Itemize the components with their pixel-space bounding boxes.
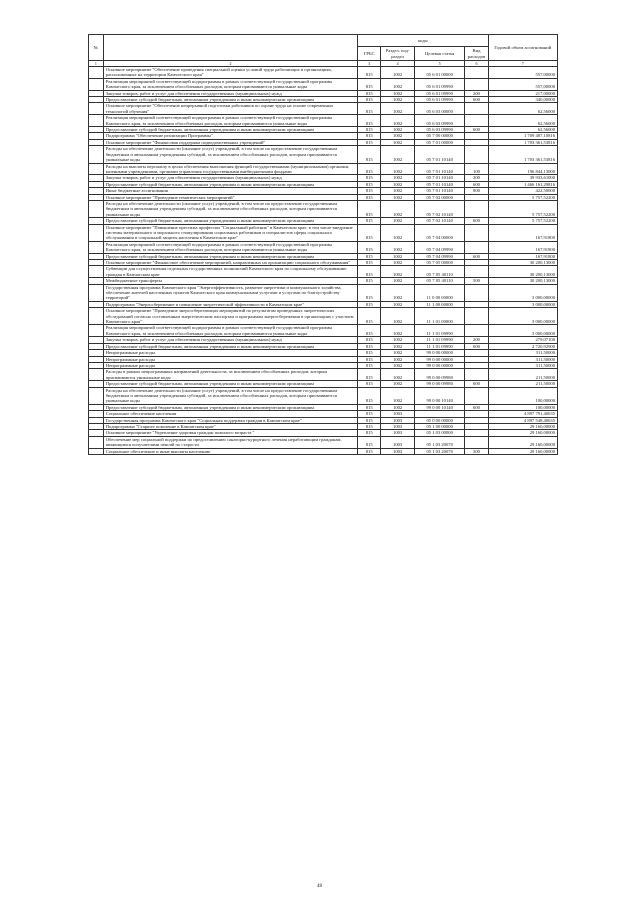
cell-grbs: 815: [358, 301, 381, 307]
cell-num: [89, 241, 104, 253]
cell-rzpr: 1002: [381, 194, 415, 200]
header-name: [103, 35, 357, 61]
cell-vr: [465, 436, 488, 448]
cell-vr: [465, 146, 488, 163]
cell-grbs: 815: [358, 266, 381, 278]
cell-name: Реализация мероприятий соответствующей подпрограммы в рамках соответствующей государственной программы Камчатского края, за исключением обособленных расходов, которым присваиваются уникальные коды: [103, 325, 357, 337]
cell-vr: 200: [465, 337, 488, 343]
budget-table: [88, 34, 558, 455]
cell-sum: 4 897 791,40635: [488, 411, 557, 417]
cell-vr: [465, 224, 488, 241]
cell-rzpr: 1002: [381, 146, 415, 163]
cell-grbs: 815: [358, 381, 381, 387]
cell-name: Межбюджетные трансферты: [103, 278, 357, 284]
cell-rzpr: 1002: [381, 78, 415, 90]
cell-name: Расходы на обеспечение деятельности (оказание услуг) учреждений, в том числе на предоставление государственным бюджетным и автономным учреждениям субсидий, за исключением обособленных расходов, которым присваиваются уникальные коды: [103, 146, 357, 163]
cell-rzpr: 1002: [381, 133, 415, 139]
cell-sum: 557,00000: [488, 67, 557, 79]
cell-grbs: 815: [358, 139, 381, 145]
cell-csr: 11 1 01 09990: [414, 337, 464, 343]
cell-sum: 217,00000: [488, 90, 557, 96]
cell-csr: 05 6 01 00000: [414, 67, 464, 79]
cell-rzpr: 1002: [381, 325, 415, 337]
cell-csr: 05 7 02 10140: [414, 200, 464, 217]
cell-name: Социальное обеспечение и иные выплаты населению: [103, 448, 357, 454]
cell-vr: [465, 369, 488, 381]
cell-rzpr: 1002: [381, 301, 415, 307]
cell-name: Государственная программа Камчатского края "Социальная поддержка граждан в Камчатском крае": [103, 417, 357, 423]
table-row: [89, 103, 558, 115]
cell-rzpr: 1002: [381, 404, 415, 410]
cell-csr: 05 0 00 00000: [414, 417, 464, 423]
cell-rzpr: 1002: [381, 115, 415, 127]
cell-rzpr: 1002: [381, 163, 415, 175]
cell-sum: 29 160,00000: [488, 448, 557, 454]
cell-name: Подпрограмма "Старшее поколение в Камчатском крае": [103, 423, 357, 429]
cell-grbs: 815: [358, 436, 381, 448]
cell-rzpr: 1003: [381, 423, 415, 429]
header-vr: Вид расходов: [465, 47, 488, 61]
cell-grbs: 815: [358, 387, 381, 404]
cell-name: Реализация мероприятий соответствующей подпрограммы в рамках соответствующей государственной программы Камчатского края, за исключением обособленных расходов, которым присваиваются уникальные коды: [103, 115, 357, 127]
cell-name: Предоставление субсидий бюджетным, автономным учреждениям и иным некоммерческим организациям: [103, 381, 357, 387]
cell-num: [89, 224, 104, 241]
cell-csr: 05 1 03 20070: [414, 448, 464, 454]
cell-csr: 11 0 00 00000: [414, 284, 464, 301]
cell-name: Реализация мероприятий соответствующей подпрограммы в рамках соответствующей государственной программы Камчатского края, за исключением обособленных расходов, которым присваиваются уникальные коды: [103, 78, 357, 90]
cell-grbs: 815: [358, 163, 381, 175]
table-row: [89, 387, 558, 404]
cell-sum: 30 200,13000: [488, 260, 557, 266]
page-number: 48: [317, 884, 322, 889]
cell-rzpr: 1002: [381, 97, 415, 103]
cell-grbs: 815: [358, 194, 381, 200]
cell-vr: [465, 67, 488, 79]
cell-num: [89, 436, 104, 448]
cell-name: Основное мероприятие "Укрепление здоровья граждан пожилого возраста ": [103, 430, 357, 436]
cell-csr: 05 1 03 00000: [414, 430, 464, 436]
cell-sum: 279,07100: [488, 337, 557, 343]
cell-csr: 11 1 01 09990: [414, 325, 464, 337]
cell-sum: 3 000,00000: [488, 284, 557, 301]
cell-name: Предоставление субсидий бюджетным, автономным учреждениям и иным некоммерческим организациям: [103, 127, 357, 133]
cell-csr: 05 7 00 00000: [414, 133, 464, 139]
cell-rzpr: 1002: [381, 67, 415, 79]
cell-sum: 29 160,00000: [488, 430, 557, 436]
cell-name: Непрограммные расходы: [103, 356, 357, 362]
table-row: [89, 266, 558, 278]
header-index: 7: [488, 61, 557, 67]
cell-name: Расходы на выплаты персоналу в целях обеспечения выполнения функций государственными (муниципальными) органами, казенными учреждениями, органами управления государственными внебюджетными фондами: [103, 163, 357, 175]
cell-csr: 11 1 01 09990: [414, 343, 464, 349]
cell-vr: 500: [465, 278, 488, 284]
cell-name: Подпрограмма "Обеспечение реализации Программы": [103, 133, 357, 139]
cell-sum: 4 897 548,40635: [488, 417, 557, 423]
cell-rzpr: 1002: [381, 356, 415, 362]
cell-rzpr: 1002: [381, 308, 415, 325]
cell-name: Закупка товаров, работ и услуг для обеспечения государственных (муниципальных) нужд: [103, 175, 357, 181]
cell-name: Непрограммные расходы: [103, 350, 357, 356]
cell-num: [89, 115, 104, 127]
cell-rzpr: 1002: [381, 103, 415, 115]
cell-csr: 05 1 00 00000: [414, 423, 464, 429]
cell-rzpr: 1002: [381, 369, 415, 381]
cell-rzpr: 1002: [381, 218, 415, 224]
cell-name: Обеспечение мер социальной поддержки по предоставлению санаторно-курортного лечения неработающим гражданам, являющимся получателями пенсий по старости: [103, 436, 357, 448]
cell-sum: 100,00000: [488, 404, 557, 410]
cell-rzpr: 1002: [381, 90, 415, 96]
table-row: [89, 224, 558, 241]
header-sum: Годовой объем ассигнований: [488, 35, 557, 61]
cell-grbs: 815: [358, 200, 381, 217]
cell-name: Основное мероприятие "Обеспечение проведения специальной оценки условий труда работающих в организациях, расположенных на территории Камчатского края": [103, 67, 357, 79]
cell-vr: 200: [465, 90, 488, 96]
cell-csr: 05 6 01 09990: [414, 78, 464, 90]
cell-name: Иные бюджетные ассигнования: [103, 188, 357, 194]
cell-sum: 5 757,52200: [488, 200, 557, 217]
cell-sum: 3 000,00000: [488, 325, 557, 337]
header-grbs: ГРБС: [358, 47, 381, 61]
cell-csr: 05 7 01 10140: [414, 188, 464, 194]
cell-name: Предоставление субсидий бюджетным, автономным учреждениям и иным некоммерческим организациям: [103, 218, 357, 224]
cell-grbs: 815: [358, 423, 381, 429]
cell-rzpr: 1002: [381, 224, 415, 241]
cell-name: Закупка товаров, работ и услуг для обеспечения государственных (муниципальных) нужд: [103, 337, 357, 343]
cell-csr: 11 1 01 00000: [414, 308, 464, 325]
cell-sum: 29 160,00000: [488, 423, 557, 429]
cell-vr: 800: [465, 188, 488, 194]
cell-sum: 5 757,52200: [488, 194, 557, 200]
cell-grbs: 815: [358, 241, 381, 253]
cell-csr: 05 7 04 00000: [414, 224, 464, 241]
cell-num: [89, 284, 104, 301]
cell-csr: 05 7 02 10140: [414, 218, 464, 224]
header-index: 4: [381, 61, 415, 67]
cell-sum: 211,50000: [488, 369, 557, 381]
cell-grbs: 815: [358, 350, 381, 356]
cell-rzpr: 1002: [381, 175, 415, 181]
cell-sum: 340,00000: [488, 97, 557, 103]
cell-grbs: 815: [358, 260, 381, 266]
header-index: 2: [103, 61, 357, 67]
cell-grbs: 815: [358, 175, 381, 181]
cell-csr: 05 6 01 09990: [414, 90, 464, 96]
cell-csr: 05 7 02 00000: [414, 194, 464, 200]
cell-sum: 62,56000: [488, 103, 557, 115]
cell-name: Расходы на обеспечение деятельности (оказание услуг) учреждений, в том числе на предоставление государственным бюджетным и автономным учреждениям субсидий, за исключением обособленных расходов, которым присваиваются уникальные коды: [103, 387, 357, 404]
cell-rzpr: 1002: [381, 343, 415, 349]
cell-num: [89, 67, 104, 79]
table-row: [89, 241, 558, 253]
cell-sum: 3 000,00000: [488, 301, 557, 307]
cell-name: Предоставление субсидий бюджетным, автономным учреждениям и иным некоммерческим организациям: [103, 181, 357, 187]
table-body: [89, 67, 558, 455]
cell-csr: 05 7 05 40110: [414, 266, 464, 278]
cell-grbs: 815: [358, 417, 381, 423]
cell-csr: 99 0 00 00000: [414, 350, 464, 356]
cell-rzpr: 1003: [381, 411, 415, 417]
cell-grbs: 815: [358, 411, 381, 417]
cell-sum: 1 703 361,53816: [488, 146, 557, 163]
table-row: [89, 325, 558, 337]
cell-vr: 200: [465, 175, 488, 181]
cell-vr: 100: [465, 163, 488, 175]
cell-sum: 167,91800: [488, 224, 557, 241]
cell-rzpr: 1002: [381, 381, 415, 387]
cell-csr: 05 7 01 00000: [414, 139, 464, 145]
cell-name: Расходы в рамках непрограммных направлений деятельности, за исключением обособленных расходов, которым присваиваются уникальные коды: [103, 369, 357, 381]
cell-vr: 600: [465, 97, 488, 103]
cell-vr: [465, 103, 488, 115]
table-row: [89, 115, 558, 127]
cell-sum: 311,50000: [488, 356, 557, 362]
cell-rzpr: 1003: [381, 448, 415, 454]
cell-rzpr: 1002: [381, 337, 415, 343]
cell-sum: 1 703 361,53816: [488, 139, 557, 145]
cell-rzpr: 1002: [381, 350, 415, 356]
cell-vr: [465, 308, 488, 325]
cell-num: [89, 266, 104, 278]
cell-name: Расходы на обеспечение деятельности (оказание услуг) учреждений, в том числе на предоставление государственным бюджетным и автономным учреждениям субсидий, за исключением обособленных расходов, которым присваиваются уникальные коды: [103, 200, 357, 217]
cell-sum: 2 720,92900: [488, 343, 557, 349]
cell-name: Предоставление субсидий бюджетным, автономным учреждениям и иным некоммерческим организациям: [103, 97, 357, 103]
cell-rzpr: 1002: [381, 188, 415, 194]
cell-grbs: 815: [358, 146, 381, 163]
cell-name: Предоставление субсидий бюджетным, автономным учреждениям и иным некоммерческим организациям: [103, 253, 357, 259]
header-num: №: [89, 35, 104, 61]
cell-name: Закупка товаров, работ и услуг для обеспечения государственных (муниципальных) нужд: [103, 90, 357, 96]
table-row: [89, 200, 558, 217]
header-csr: Целевая статья: [414, 47, 464, 61]
cell-num: [89, 146, 104, 163]
table-row: [89, 284, 558, 301]
cell-vr: [465, 266, 488, 278]
cell-sum: 3 000,00000: [488, 308, 557, 325]
cell-name: Основное мероприятие "Финансовая поддержка подведомственных учреждений": [103, 139, 357, 145]
cell-sum: 1 709 487,10816: [488, 133, 557, 139]
cell-rzpr: 1002: [381, 241, 415, 253]
cell-sum: 1 466 161,29816: [488, 181, 557, 187]
cell-csr: 05 7 01 10140: [414, 175, 464, 181]
cell-num: [89, 387, 104, 404]
cell-csr: 05 6 03 09990: [414, 115, 464, 127]
cell-name: Государственная программа Камчатского края "Энергоэффективность, развитие энергетики и коммунального хозяйства, обеспечение жителей населенных пунктов Камчатского края коммунальными услугами и услугами по благоустройству территорий": [103, 284, 357, 301]
cell-rzpr: 1003: [381, 430, 415, 436]
cell-name: Основное мероприятие "Проведение энергосберегающих мероприятий по результатам проведенных энергетических обследований согласно составленным энергетическим паспортам и программам энергосбережения в организациях с участием Камчатского края": [103, 308, 357, 325]
cell-sum: 30 200,13000: [488, 266, 557, 278]
cell-csr: 05 7 04 09990: [414, 253, 464, 259]
cell-csr: 05 7 05 40110: [414, 278, 464, 284]
cell-csr: 99 0 00 10140: [414, 404, 464, 410]
cell-vr: 600: [465, 404, 488, 410]
cell-grbs: 815: [358, 253, 381, 259]
cell-name: Реализация мероприятий соответствующей подпрограммы в рамках соответствующей государственной программы Камчатского края, за исключением обособленных расходов, которым присваиваются уникальные коды: [103, 241, 357, 253]
cell-grbs: 815: [358, 356, 381, 362]
cell-num: [89, 163, 104, 175]
cell-grbs: 815: [358, 308, 381, 325]
cell-grbs: 815: [358, 362, 381, 368]
cell-sum: 311,50000: [488, 350, 557, 356]
cell-grbs: 815: [358, 133, 381, 139]
cell-sum: 29 160,00000: [488, 436, 557, 448]
cell-csr: 05 7 04 09990: [414, 241, 464, 253]
cell-sum: 196 844,13000: [488, 163, 557, 175]
cell-vr: [465, 78, 488, 90]
cell-vr: 600: [465, 343, 488, 349]
cell-grbs: 815: [358, 284, 381, 301]
cell-csr: 05 7 05 00000: [414, 260, 464, 266]
cell-vr: [465, 387, 488, 404]
cell-sum: 62,56000: [488, 127, 557, 133]
table-row: [89, 436, 558, 448]
cell-grbs: 815: [358, 67, 381, 79]
cell-csr: 05 1 03 20070: [414, 436, 464, 448]
cell-rzpr: 1002: [381, 266, 415, 278]
cell-csr: 99 0 00 10140: [414, 387, 464, 404]
table-row: [89, 369, 558, 381]
table-row: [89, 163, 558, 175]
cell-sum: 167,91800: [488, 253, 557, 259]
cell-csr: 11 1 00 00000: [414, 301, 464, 307]
cell-name: Подпрограмма "Энергосбережение и повышение энергетической эффективности в Камчатском крае": [103, 301, 357, 307]
cell-name: Основное мероприятие "Повышение престижа профессии "Социальный работник" в Камчатском крае, в том числе внедрение системы материального и морального стимулирования социальных работников и специалистов сферы социального обслуживания и социальной защиты населения в Камчатском крае": [103, 224, 357, 241]
cell-csr: 05 7 01 10140: [414, 181, 464, 187]
cell-num: [89, 103, 104, 115]
cell-csr: 99 0 00 00000: [414, 356, 464, 362]
cell-grbs: 815: [358, 404, 381, 410]
cell-rzpr: 1002: [381, 278, 415, 284]
cell-rzpr: 1003: [381, 417, 415, 423]
cell-sum: 211,50000: [488, 381, 557, 387]
cell-num: [89, 200, 104, 217]
cell-grbs: 815: [358, 430, 381, 436]
cell-name: Основное мероприятие "Проведение тематических мероприятий": [103, 194, 357, 200]
table-row: [89, 67, 558, 79]
cell-rzpr: 1002: [381, 253, 415, 259]
cell-num: [89, 78, 104, 90]
cell-vr: [465, 115, 488, 127]
table-header: [89, 35, 558, 67]
cell-rzpr: 1002: [381, 200, 415, 217]
cell-rzpr: 1002: [381, 127, 415, 133]
cell-vr: [465, 200, 488, 217]
cell-name: Основное мероприятие "Обеспечение непрерывной подготовки работников по охране труда на основе современных технологий обучения": [103, 103, 357, 115]
cell-grbs: 815: [358, 90, 381, 96]
cell-grbs: 815: [358, 224, 381, 241]
cell-csr: 05 6 03 00000: [414, 103, 464, 115]
header-index: 6: [465, 61, 488, 67]
cell-name: Социальное обеспечение населения: [103, 411, 357, 417]
cell-sum: 557,00000: [488, 78, 557, 90]
cell-rzpr: 1002: [381, 387, 415, 404]
cell-csr: 99 0 00 09980: [414, 369, 464, 381]
cell-csr: 99 0 00 00000: [414, 362, 464, 368]
header-rzpr: Раздел, под-раздел: [381, 47, 415, 61]
cell-vr: 600: [465, 218, 488, 224]
header-index: 3: [358, 61, 381, 67]
cell-vr: 600: [465, 253, 488, 259]
cell-vr: 300: [465, 448, 488, 454]
cell-rzpr: 1002: [381, 139, 415, 145]
cell-num: [89, 369, 104, 381]
cell-sum: 62,56000: [488, 115, 557, 127]
cell-grbs: 815: [358, 325, 381, 337]
table-row: [89, 308, 558, 325]
cell-name: Предоставление субсидий бюджетным, автономным учреждениям и иным некоммерческим организациям: [103, 404, 357, 410]
cell-name: Основное мероприятие "Финансовое обеспечение мероприятий, направленных на организацию социального обслуживания": [103, 260, 357, 266]
cell-sum: 39 933,61000: [488, 175, 557, 181]
cell-grbs: 815: [358, 369, 381, 381]
cell-rzpr: 1003: [381, 436, 415, 448]
cell-sum: 100,00000: [488, 387, 557, 404]
cell-vr: [465, 241, 488, 253]
cell-grbs: 815: [358, 127, 381, 133]
cell-csr: 99 0 00 09980: [414, 381, 464, 387]
header-codes: коды: [358, 35, 488, 47]
cell-csr: 05 6 03 09990: [414, 127, 464, 133]
cell-sum: 167,91800: [488, 241, 557, 253]
cell-grbs: 815: [358, 115, 381, 127]
cell-num: [89, 448, 104, 454]
cell-grbs: 815: [358, 188, 381, 194]
cell-grbs: 815: [358, 97, 381, 103]
cell-csr: 05 6 01 09990: [414, 97, 464, 103]
cell-csr: 05 7 01 10140: [414, 146, 464, 163]
cell-rzpr: 1002: [381, 260, 415, 266]
table-row: [89, 78, 558, 90]
cell-num: [89, 308, 104, 325]
cell-sum: 422,50000: [488, 188, 557, 194]
cell-name: Непрограммные расходы: [103, 362, 357, 368]
table-row: [89, 146, 558, 163]
cell-name: Предоставление субсидий бюджетным, автономным учреждениям и иным некоммерческим организациям: [103, 343, 357, 349]
cell-rzpr: 1002: [381, 181, 415, 187]
cell-csr: 05 7 01 10140: [414, 163, 464, 175]
cell-grbs: 815: [358, 181, 381, 187]
cell-grbs: 815: [358, 78, 381, 90]
cell-grbs: 815: [358, 218, 381, 224]
cell-rzpr: 1002: [381, 284, 415, 301]
cell-grbs: 815: [358, 337, 381, 343]
table-row: [89, 448, 558, 454]
cell-grbs: 815: [358, 103, 381, 115]
cell-grbs: 815: [358, 278, 381, 284]
header-index: 1: [89, 61, 104, 67]
cell-vr: [465, 325, 488, 337]
cell-sum: 311,50000: [488, 362, 557, 368]
cell-vr: 600: [465, 127, 488, 133]
cell-rzpr: 1002: [381, 362, 415, 368]
cell-grbs: 815: [358, 448, 381, 454]
cell-grbs: 815: [358, 343, 381, 349]
cell-vr: [465, 284, 488, 301]
cell-vr: 600: [465, 181, 488, 187]
cell-num: [89, 325, 104, 337]
cell-sum: 30 200,13000: [488, 278, 557, 284]
budget-table-sheet: [88, 34, 558, 455]
cell-name: Субвенции для осуществления отдельных государственных полномочий Камчатского края по социальному обслуживанию граждан в Камчатском крае: [103, 266, 357, 278]
cell-sum: 5 757,52200: [488, 218, 557, 224]
cell-vr: 600: [465, 381, 488, 387]
header-index: 5: [414, 61, 464, 67]
